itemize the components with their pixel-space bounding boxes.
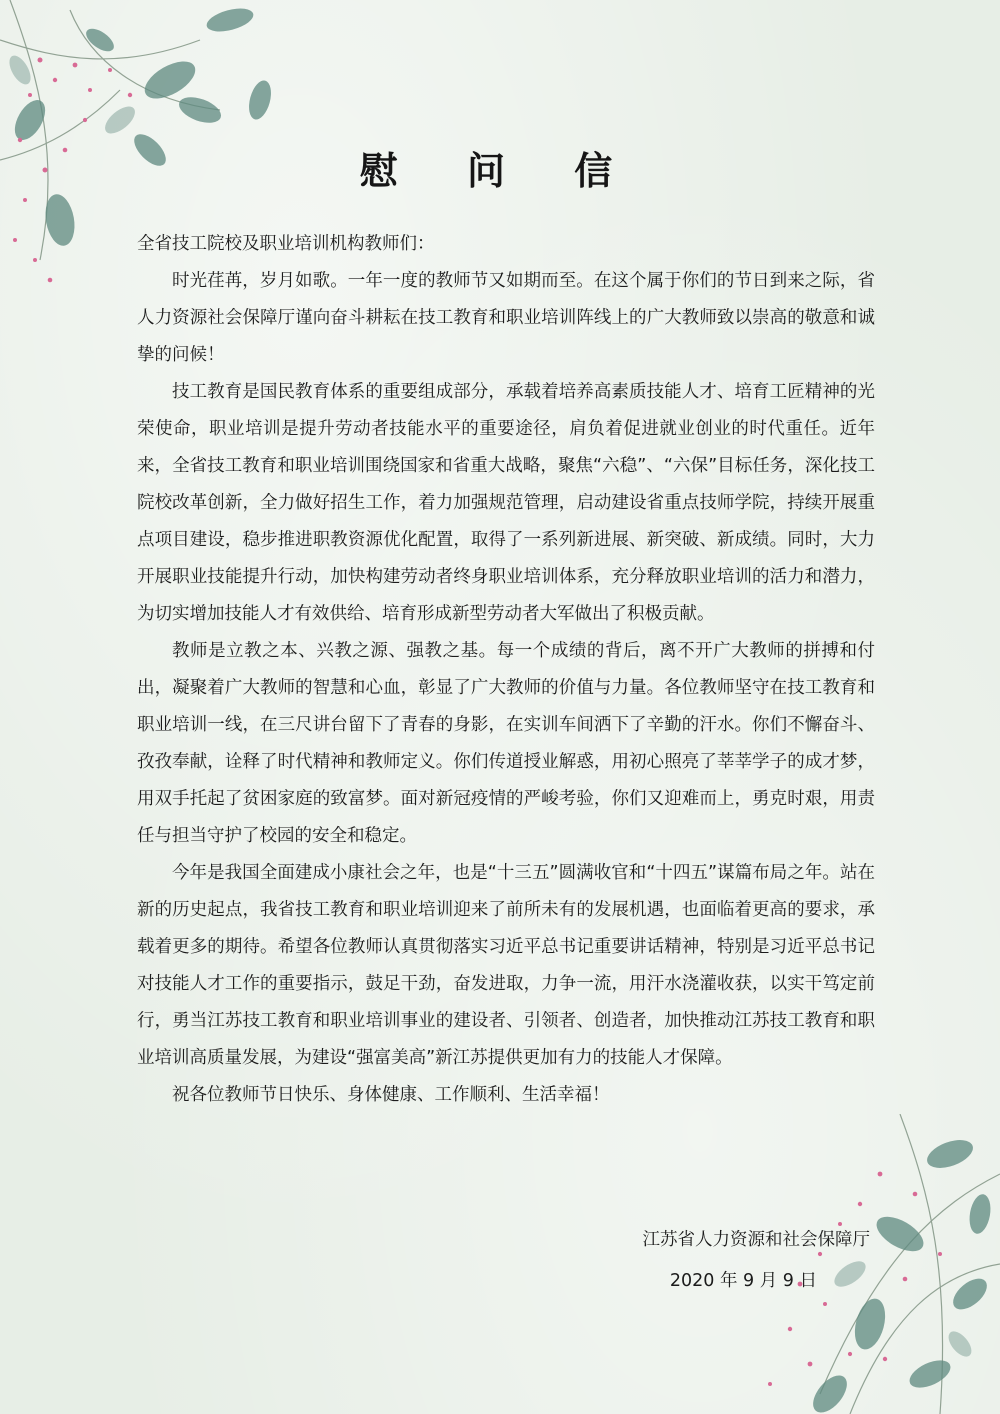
signature-organization: 江苏省人力资源和社会保障厅 [642, 1230, 870, 1250]
signature-date: 2020 年 9 月 9 日 [669, 1271, 817, 1291]
salutation: 全省技工院校及职业培训机构教师们： [137, 234, 435, 254]
floral-decoration-bottom-right [700, 1114, 1000, 1414]
paragraph-teachers: 教师是立教之本、兴教之源、强教之基。每一个成绩的背后，离不开广大教师的拼搏和付出，凝聚着广大教师的智慧和心血，彰显了广大教师的价值与力量。各位教师坚守在技工教育和职业培训一线，在三尺讲台留下了青春的身影，在实训车间洒下了辛勤的汗水。你们不懈奋斗、孜孜奉献，诠释了时代精神和教师定义。你们传道授业解惑，用初心照亮了莘莘学子的成才梦，用双手托起了贫困家庭的致富梦。面对新冠疫情的严峻考验，你们又迎难而上，勇克时艰，用责任与担当守护了校园的安全和稳定。 [137, 641, 875, 846]
paragraph-greeting: 时光荏苒，岁月如歌。一年一度的教师节又如期而至。在这个属于你们的节日到来之际，省人力资源社会保障厅谨向奋斗耕耘在技工教育和职业培训阵线上的广大教师致以崇高的敬意和诚挚的问候！ [137, 271, 875, 365]
paragraph-achievements: 技工教育是国民教育体系的重要组成部分，承载着培养高素质技能人才、培育工匠精神的光荣使命，职业培训是提升劳动者技能水平的重要途径，肩负着促进就业创业的时代重任。近年来，全省技工教育和职业培训围绕国家和省重大战略，聚焦“六稳”、“六保”目标任务，深化技工院校改革创新，全力做好招生工作，着力加强规范管理，启动建设省重点技师学院，持续开展重点项目建设，稳步推进职教资源优化配置，取得了一系列新进展、新突破、新成绩。同时，大力开展职业技能提升行动，加快构建劳动者终身职业培训体系，充分释放职业培训的活力和潜力，为切实增加技能人才有效供给、培育形成新型劳动者大军做出了积极贡献。 [137, 382, 875, 624]
letter-body [137, 226, 875, 1114]
letter-title: 慰 问 信 [359, 148, 641, 193]
paragraph-wishes: 祝各位教师节日快乐、身体健康、工作顺利、生活幸福！ [172, 1085, 610, 1105]
paragraph-expectations: 今年是我国全面建成小康社会之年，也是“十三五”圆满收官和“十四五”谋篇布局之年。站在新的历史起点，我省技工教育和职业培训迎来了前所未有的发展机遇，也面临着更高的要求，承载着更多的期待。希望各位教师认真贯彻落实习近平总书记重要讲话精神，特别是习近平总书记对技能人才工作的重要指示，鼓足干劲，奋发进取，力争一流，用汗水浇灌收获，以实干笃定前行，勇当江苏技工教育和职业培训事业的建设者、引领者、创造者，加快推动江苏技工教育和职业培训高质量发展，为建设“强富美高”新江苏提供更加有力的技能人才保障。 [137, 863, 875, 1068]
